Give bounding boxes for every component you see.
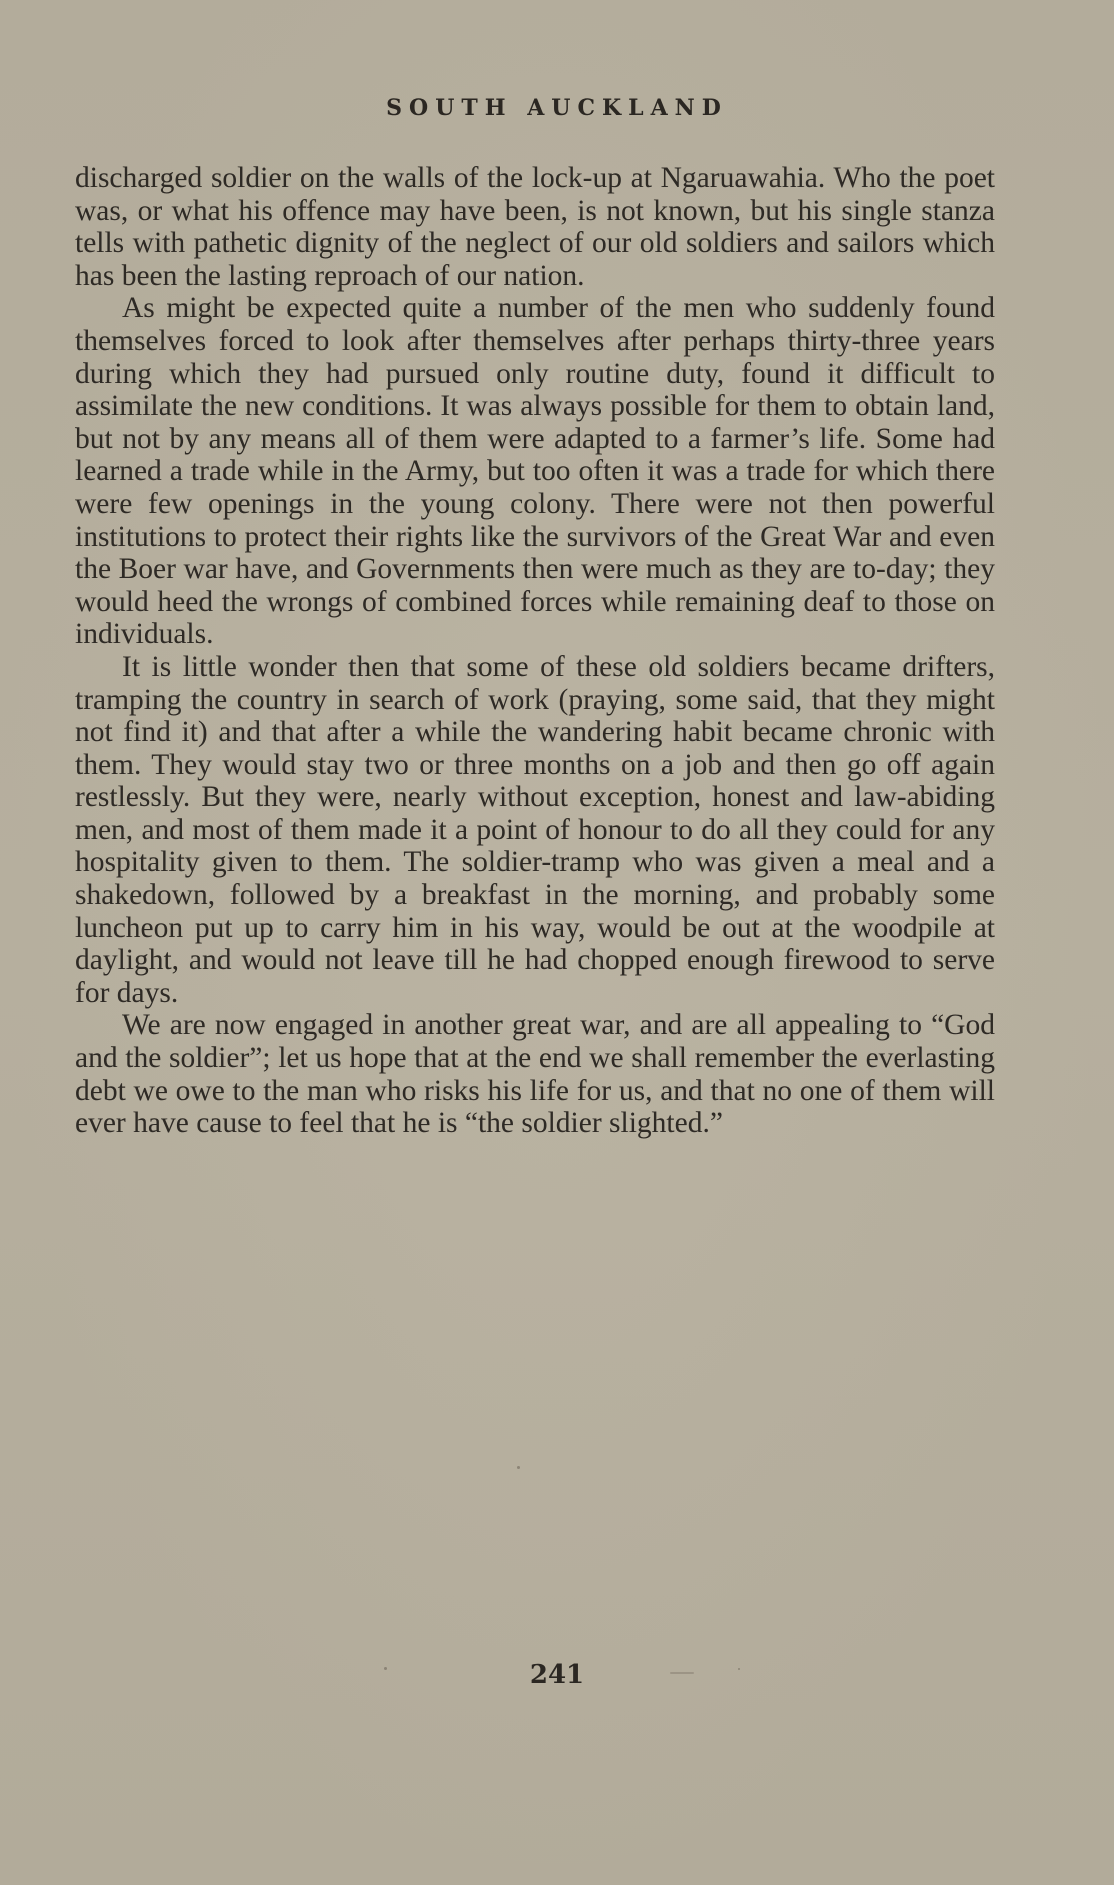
paper-speck xyxy=(384,1667,387,1670)
paragraph: It is little wonder then that some of these old soldiers became drifters, tramping the country in search of work (praying, some said, that they might not find it) and that after a while the wandering habit became chronic with them. They would stay two or three months on a job and then go off again restlessly. But they were, nearly without exception, honest and law-abiding men, and most of them made it a point of honour to do all they could for any hospitality given to them. The soldier-tramp who was given a meal and a shakedown, followed by a breakfast in the morning, and probably some luncheon put up to carry him in his way, would be out at the woodpile at daylight, and would not leave till he had chopped enough firewood to serve for days. xyxy=(75,650,995,1009)
body-text xyxy=(75,162,995,1140)
paper-speck xyxy=(517,1466,520,1469)
paper-speck xyxy=(670,1672,694,1674)
paper-speck xyxy=(738,1668,740,1670)
paragraph-continued: discharged soldier on the walls of the lock-up at Ngaruawahia. Who the poet was, or what his offence may have been, is not known, but his single stanza tells with pathetic dignity of the neglect of our old soldiers and sailors which has been the lasting reproach of our nation. xyxy=(75,162,995,292)
paragraph: We are now engaged in another great war, and are all appealing to “God and the soldier”; let us hope that at the end we shall remember the everlasting debt we owe to the man who risks his life for us, and that no one of them will ever have cause to feel that he is “the soldier slighted.” xyxy=(75,1009,995,1140)
paragraph: As might be expected quite a number of the men who suddenly found themselves forced to look after themselves after perhaps thirty-three years during which they had pursued only routine duty, found it difficult to assimilate the new conditions. It was always possible for them to obtain land, but not by any means all of them were adapted to a farmer’s life. Some had learned a trade while in the Army, but too often it was a trade for which there were few openings in the young colony. There were not then powerful institutions to protect their rights like the survivors of the Great War and even the Boer war have, and Governments then were much as they are to-day; they would heed the wrongs of combined forces while remaining deaf to those on individuals. xyxy=(75,292,995,651)
page-number: 241 xyxy=(529,1660,585,1690)
running-head: SOUTH AUCKLAND xyxy=(386,95,728,121)
